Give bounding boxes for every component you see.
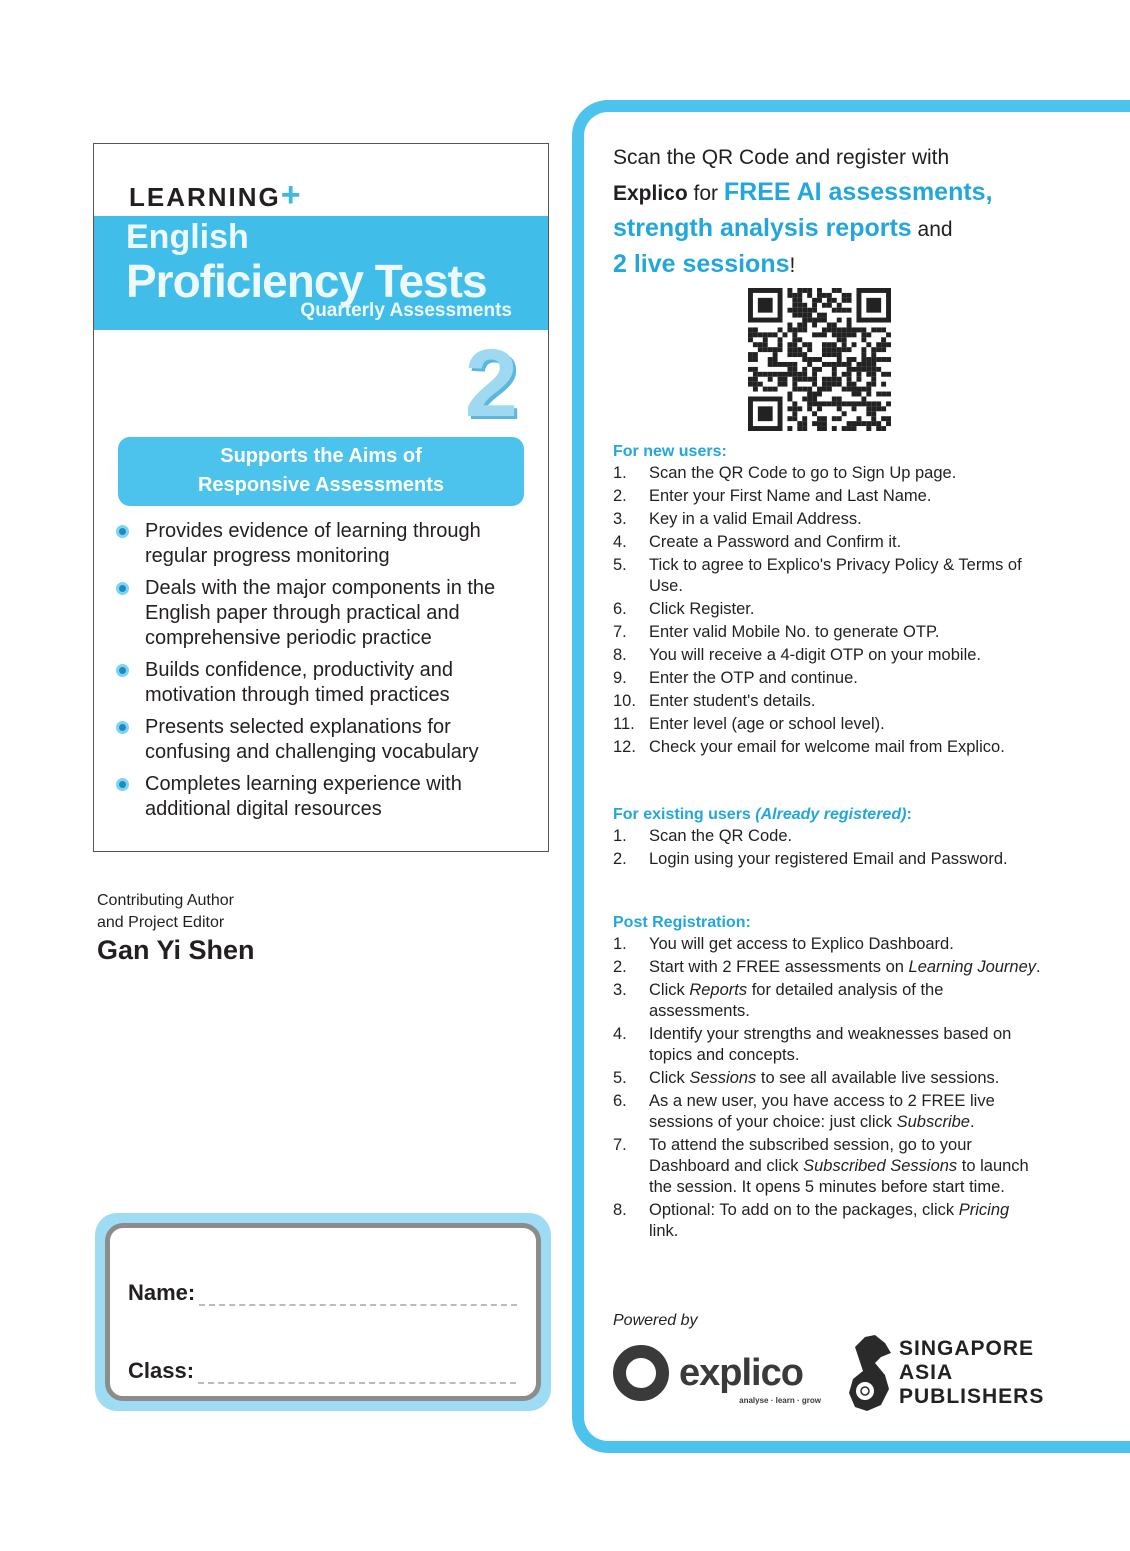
bullet-icon	[116, 582, 129, 595]
sap-line2: ASIA	[899, 1361, 954, 1384]
book-cover	[93, 143, 549, 852]
step-item	[613, 1068, 1043, 1089]
step-text: To attend the subscribed session, go to your Dashboard and click Subscribed Sessions to launch the session. It opens 5 minutes before start time.	[649, 1136, 1029, 1196]
step-item	[613, 555, 1043, 597]
step-number: 8.	[613, 646, 627, 664]
feature-item	[114, 658, 534, 708]
step-item	[613, 509, 1043, 530]
step-number: 2.	[613, 487, 627, 505]
step-item	[613, 463, 1043, 484]
intro-highlight2: strength analysis reports	[613, 214, 912, 242]
plus-icon: +	[280, 176, 303, 214]
step-item	[613, 599, 1043, 620]
step-text: Click Reports for detailed analysis of the assessments.	[649, 981, 944, 1020]
aims-line1: Supports the Aims of	[220, 445, 422, 467]
sap-logo	[845, 1333, 1044, 1413]
intro-end: !	[789, 254, 796, 277]
feature-item	[114, 772, 534, 822]
step-number: 5.	[613, 1069, 627, 1087]
step-item	[613, 622, 1043, 643]
step-number: 1.	[613, 827, 627, 845]
step-text: Enter student's details.	[649, 692, 816, 710]
step-item	[613, 668, 1043, 689]
step-number: 6.	[613, 1092, 627, 1110]
step-number: 4.	[613, 533, 627, 551]
step-text: Enter valid Mobile No. to generate OTP.	[649, 623, 940, 641]
step-text: Enter the OTP and continue.	[649, 669, 858, 687]
author-role	[97, 890, 234, 934]
step-text: Click Register.	[649, 600, 755, 618]
step-number: 2.	[613, 850, 627, 868]
step-item	[613, 849, 1043, 870]
step-item	[613, 532, 1043, 553]
step-number: 6.	[613, 600, 627, 618]
post-registration-steps	[613, 934, 1043, 1242]
qr-code[interactable]	[748, 288, 891, 431]
step-text: You will receive a 4-digit OTP on your mobile.	[649, 646, 981, 664]
existing-heading-note: (Already registered)	[755, 806, 907, 823]
step-item	[613, 1135, 1043, 1198]
author-role-line1: Contributing Author	[97, 892, 234, 909]
post-registration-section	[613, 914, 1043, 1244]
title-band	[94, 216, 548, 330]
feature-text: Deals with the major components in the English paper through practical and comprehensive periodic practice	[145, 577, 496, 649]
feature-item	[114, 715, 534, 765]
step-number: 10.	[613, 692, 636, 710]
explico-icon	[613, 1345, 669, 1401]
post-registration-heading: Post Registration:	[613, 914, 751, 931]
aims-line2: Responsive Assessments	[197, 474, 445, 496]
existing-heading: For existing users	[613, 806, 756, 823]
step-text: You will get access to Explico Dashboard.	[649, 935, 954, 953]
feature-text: Builds confidence, productivity and motivation through timed practices	[145, 659, 453, 706]
intro-text	[613, 140, 1043, 283]
feature-text: Presents selected explanations for confusing and challenging vocabulary	[145, 716, 479, 763]
step-item	[613, 737, 1043, 758]
step-text: Create a Password and Confirm it.	[649, 533, 902, 551]
step-number: 8.	[613, 1201, 627, 1219]
explico-tagline: analyse · learn · grow	[739, 1395, 821, 1405]
step-number: 7.	[613, 623, 627, 641]
intro-highlight3: 2 live sessions	[613, 250, 790, 278]
bullet-icon	[116, 778, 129, 791]
intro-for: for	[687, 182, 724, 205]
bullet-icon	[116, 721, 129, 734]
step-item	[613, 486, 1043, 507]
step-item	[613, 1091, 1043, 1133]
feature-item	[114, 576, 534, 651]
step-item	[613, 1200, 1043, 1242]
existing-users-section	[613, 806, 1043, 872]
step-text: Enter your First Name and Last Name.	[649, 487, 932, 505]
feature-item	[114, 519, 534, 569]
name-class-box	[95, 1213, 551, 1411]
step-number: 3.	[613, 981, 627, 999]
new-users-steps	[613, 463, 1043, 758]
existing-heading-colon: :	[906, 806, 912, 823]
explico-wordmark: explico	[679, 1351, 803, 1394]
step-item	[613, 1024, 1043, 1066]
step-text: Optional: To add on to the packages, click Pricing link.	[649, 1201, 1010, 1240]
step-text: Tick to agree to Explico's Privacy Policy & Terms of Use.	[649, 556, 1022, 595]
step-text: Scan the QR Code.	[649, 827, 793, 845]
author-role-line2: and Project Editor	[97, 914, 225, 931]
sap-line3: PUBLISHERS	[899, 1385, 1045, 1408]
existing-users-steps	[613, 826, 1043, 870]
title-line1: English	[126, 218, 249, 256]
title-line2: Proficiency Tests	[126, 255, 487, 307]
step-item	[613, 980, 1043, 1022]
brand-text: LEARNING	[129, 182, 281, 212]
step-number: 9.	[613, 669, 627, 687]
step-text: Click Sessions to see all available live sessions.	[649, 1069, 1000, 1087]
step-item	[613, 934, 1043, 955]
new-users-heading: For new users:	[613, 443, 727, 460]
step-item	[613, 957, 1043, 978]
step-text: Identify your strengths and weaknesses based on topics and concepts.	[649, 1025, 1012, 1064]
step-number: 12.	[613, 738, 636, 756]
step-number: 1.	[613, 935, 627, 953]
intro-brand: Explico	[613, 182, 688, 205]
step-number: 4.	[613, 1025, 627, 1043]
seahorse-icon	[845, 1333, 895, 1413]
step-number: 1.	[613, 464, 627, 482]
powered-by: Powered by	[613, 1312, 698, 1329]
step-text: Enter level (age or school level).	[649, 715, 885, 733]
step-text: As a new user, you have access to 2 FREE live sessions of your choice: just click Subscribe.	[649, 1092, 995, 1131]
level-number: 2	[464, 330, 518, 437]
step-text: Key in a valid Email Address.	[649, 510, 862, 528]
class-label: Class:	[128, 1358, 195, 1383]
sap-line1: SINGAPORE	[899, 1337, 1035, 1360]
step-item	[613, 826, 1043, 847]
learning-plus-logo	[129, 176, 303, 214]
subtitle: Quarterly Assessments	[300, 300, 512, 321]
step-number: 3.	[613, 510, 627, 528]
bullet-icon	[116, 525, 129, 538]
author-name: Gan Yi Shen	[97, 935, 255, 965]
feature-list	[114, 519, 534, 829]
feature-text: Provides evidence of learning through regular progress monitoring	[145, 520, 481, 567]
step-number: 2.	[613, 958, 627, 976]
step-item	[613, 714, 1043, 735]
intro-line1: Scan the QR Code and register with	[613, 146, 950, 169]
step-item	[613, 691, 1043, 712]
aims-banner	[118, 437, 524, 506]
step-text: Check your email for welcome mail from Explico.	[649, 738, 1005, 756]
step-item	[613, 645, 1043, 666]
intro-and: and	[911, 218, 953, 241]
step-text: Start with 2 FREE assessments on Learning Journey.	[649, 958, 1041, 976]
step-number: 5.	[613, 556, 627, 574]
step-text: Login using your registered Email and Password.	[649, 850, 1008, 868]
name-label: Name:	[128, 1280, 196, 1305]
new-users-section	[613, 443, 1043, 760]
bullet-icon	[116, 664, 129, 677]
step-text: Scan the QR Code to go to Sign Up page.	[649, 464, 957, 482]
step-number: 11.	[613, 715, 635, 733]
explico-logo	[613, 1343, 821, 1405]
class-field[interactable]	[128, 1358, 516, 1384]
step-number: 7.	[613, 1136, 627, 1154]
name-field[interactable]	[128, 1280, 517, 1306]
feature-text: Completes learning experience with additional digital resources	[145, 773, 462, 820]
intro-highlight1: FREE AI assessments,	[723, 178, 993, 206]
